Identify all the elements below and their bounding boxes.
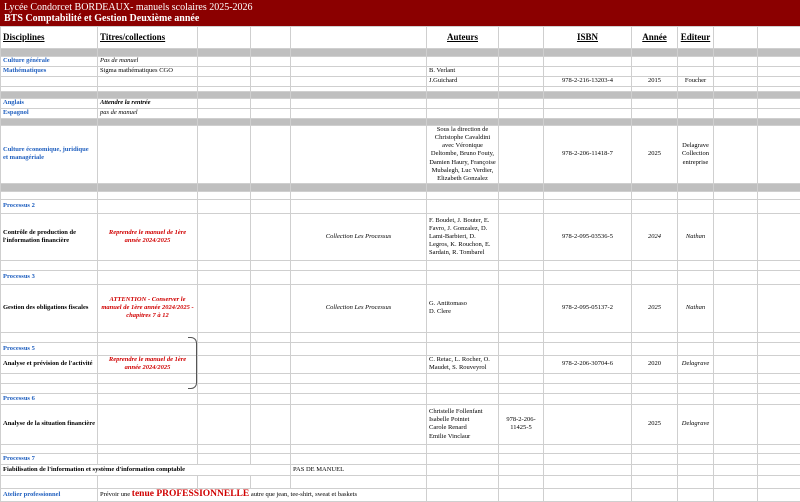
row-processus-7-header [1,453,800,464]
header-banner [0,0,800,26]
discipline-label: Culture générale [1,57,98,67]
editeur-value: Nathan [678,213,714,260]
row-atelier [1,488,800,501]
auteur-value: J.Guichard [427,77,499,87]
section-label: Processus 7 [1,453,98,464]
isbn-value: 978-2-095-03536-5 [544,213,632,260]
auteur-value: G. Antitomaso [429,300,496,308]
discipline-label: Contrôle de production de l'information financière [1,213,98,260]
discipline-label: Atelier professionnel [1,488,98,501]
discipline-label: Fiabilisation de l'information et système d'information comptable [1,464,291,475]
manuels-table [0,26,800,502]
discipline-label: Anglais [1,99,98,109]
discipline-label: Espagnol [1,109,98,119]
isbn-value: 978-2-206-30704-6 [544,355,632,373]
row-processus-6 [1,404,800,444]
editeur-value: Delagrave Collection entreprise [678,126,714,184]
annee-value: 2025 [632,284,678,332]
section-label: Processus 3 [1,270,98,284]
auteur-value: D. Clere [429,308,496,316]
row-processus-5 [1,355,800,373]
auteur-value: Emilie Vinclaur [429,433,496,441]
row-espagnol [1,109,800,119]
header-title: Lycée Condorcet BORDEAUX- manuels scolaires 2025-2026 [4,2,253,13]
discipline-label: Mathématiques [1,67,98,77]
isbn-value: 978-2-206-11425-5 [499,404,544,444]
titre-value: Sigma mathématiques CGO [98,67,198,77]
auteur-value: C. Retac, L. Rocher, O. Maudet, S. Rouveyrol [427,355,499,373]
titre-value: pas de manuel [98,109,198,119]
annee-value: 2025 [632,126,678,184]
col-titres: Titres/collections [98,27,198,49]
atelier-note [98,488,427,501]
row-culture-generale [1,57,800,67]
row-cejm [1,126,800,184]
auteur-cell [427,284,499,332]
collection-value: Collection Les Processus [291,284,427,332]
row-maths-1 [1,67,800,77]
row-maths-2 [1,77,800,87]
row-processus-5-header [1,342,800,355]
discipline-label: Gestion des obligations fiscales [1,284,98,332]
annee-value: 2024 [632,213,678,260]
col-disciplines: Disciplines [1,27,98,49]
discipline-label: Culture économique, juridique et managériale [1,126,98,184]
row-anglais [1,99,800,109]
brace-mark [188,337,197,389]
atelier-highlight: tenue PROFESSIONNELLE [132,489,249,499]
col-isbn: ISBN [544,27,632,49]
discipline-label: Analyse et prévision de l'activité [1,355,98,373]
row-processus-3-header [1,270,800,284]
annee-value: 2015 [632,77,678,87]
atelier-text-after: autre que jean, tee-shirt, sweat et baskets [251,491,357,498]
editeur-value: Nathan [678,284,714,332]
row-processus-7 [1,464,800,475]
auteur-value: F. Boudet, J. Bouter, E. Favro, J. Gonzalez, D. Lami-Barbieri, D. Legros, K. Rouchon, E. Sardain, R. Tombarel [427,213,499,260]
titre-value: Attendre la rentrée [98,99,198,109]
auteur-value: Sous la direction de Christophe Cavaldini avec Véronique Deltombe, Bruno Fouty, Damien Haury, Françoise Mubalegh, Luc Verdier, Elizabeth Gonzalez [427,126,499,184]
auteur-cell [427,404,499,444]
isbn-value: 978-2-095-05137-2 [544,284,632,332]
editeur-value: Delagrave [678,355,714,373]
atelier-text-before: Prévoir une [100,491,130,498]
discipline-label: Analyse de la situation financière [1,404,98,444]
column-header-row [1,27,800,49]
editeur-value: Delagrave [678,404,714,444]
editeur-value: Foucher [678,77,714,87]
col-auteurs: Auteurs [427,27,499,49]
row-processus-6-header [1,393,800,404]
note-value: Reprendre le manuel de 1ère année 2024/2025 [98,355,198,373]
titre-value: Pas de manuel [98,57,198,67]
col-editeur: Editeur [678,27,714,49]
row-processus-3 [1,284,800,332]
auteur-value: Isabelle Pointet [429,416,496,424]
note-value: Reprendre le manuel de 1ère année 2024/2025 [98,213,198,260]
header-subtitle: BTS Comptabilité et Gestion Deuxième année [4,13,199,24]
isbn-value: 978-2-216-13203-4 [544,77,632,87]
row-processus-2-header [1,199,800,213]
note-value: ATTENTION - Conserver le manuel de 1ère année 2024/2025 - chapitres 7 à 12 [98,284,198,332]
annee-value: 2025 [632,404,678,444]
note-value: PAS DE MANUEL [291,464,427,475]
auteur-value: B. Verlant [427,67,499,77]
isbn-value: 978-2-206-11418-7 [544,126,632,184]
auteur-value: Christelle Follenfant [429,408,496,416]
annee-value: 2020 [632,355,678,373]
collection-value: Collection Les Processus [291,213,427,260]
section-label: Processus 6 [1,393,98,404]
section-label: Processus 2 [1,199,98,213]
row-processus-2 [1,213,800,260]
auteur-value: Carole Renard [429,424,496,432]
col-annee: Année [632,27,678,49]
section-label: Processus 5 [1,342,98,355]
